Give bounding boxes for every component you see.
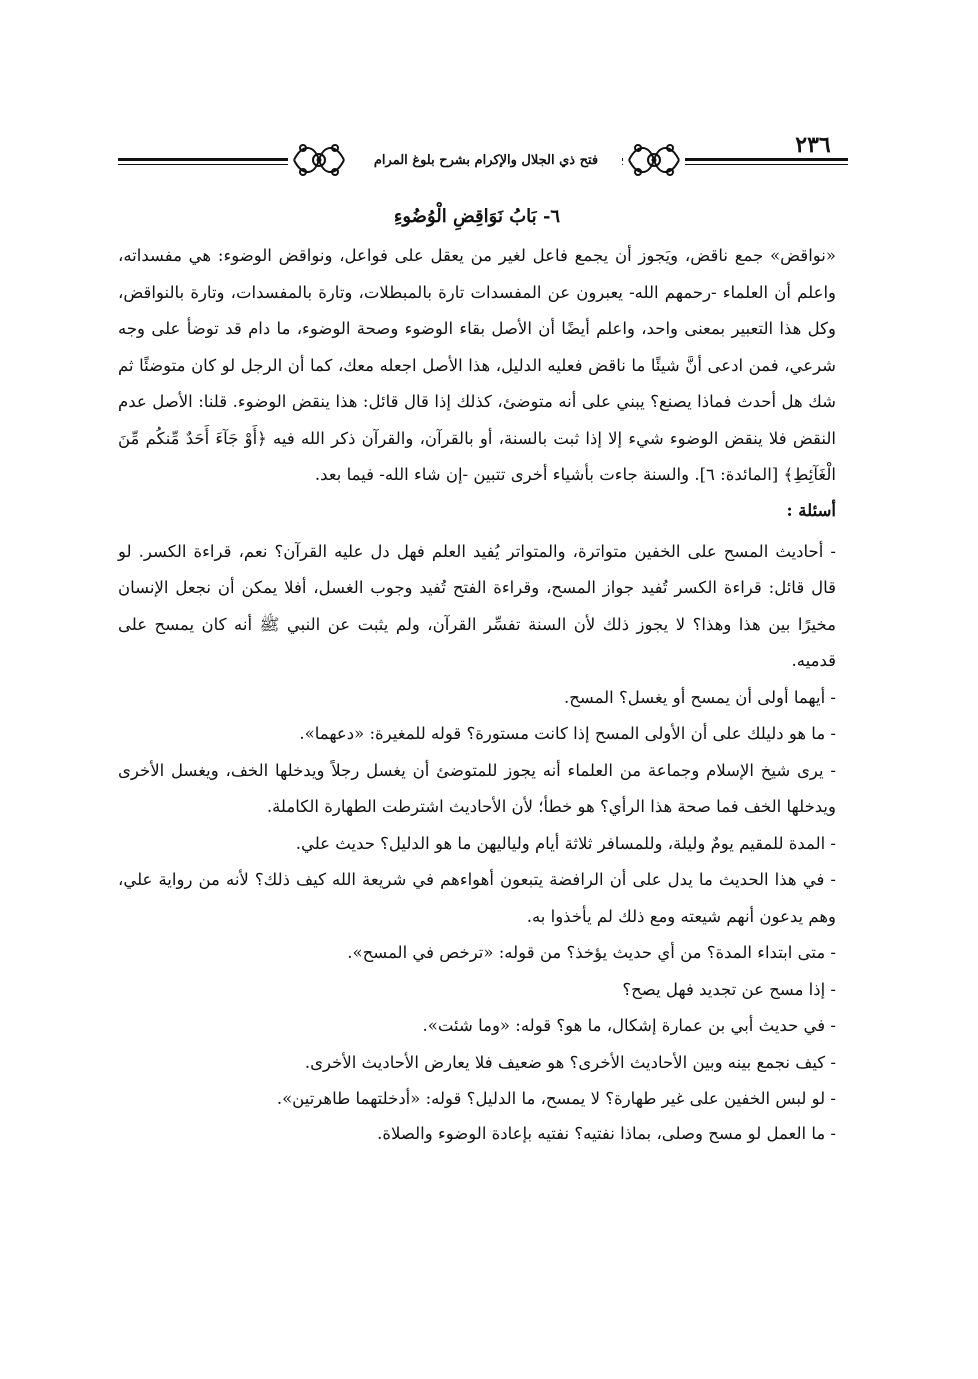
questions-list xyxy=(118,534,836,1153)
page-header xyxy=(118,130,848,190)
question-item: - يرى شيخ الإسلام وجماعة من العلماء أنه يجوز للمتوضئ أن يغسل رجلاً ويدخلها الخف، ويغسل الأخرى ويدخلها الخف فما صحة هذا الرأي؟ هو خطأ؛ لأن الأحاديث اشترطت الطهارة الكاملة. xyxy=(118,760,836,816)
question-item: - ما هو دليلك على أن الأولى المسح إذا كانت مستورة؟ قوله للمغيرة: «دعهما». xyxy=(299,724,836,743)
page-content xyxy=(118,200,836,1152)
ornament-right-icon xyxy=(623,136,685,184)
question-item: - إذا مسح عن تجديد فهل يصح؟ xyxy=(622,979,836,999)
questions-heading: أسئلة : xyxy=(786,500,836,520)
intro-paragraph: «نواقض» جمع ناقض، ويَجوز أن يجمع فاعل لغير من يعقل على فواعل، ونواقض الوضوء: هي مفسداته، واعلم أن العلماء -رحمهم الله- يعبرون عن المفسدات تارة بالمبطلات، وتارة بالمفسدات، وتارة بالنواقض، وكل هذا التعبير بمعنى واحد، واعلم أيضًا أن الأصل بقاء الوضوء وصحة الوضوء، ما دام قد توضأ على وجه شرعي، فمن ادعى أنَّ شيئًا ما ناقض فعليه الدليل، هذا الأصل اجعله معك، كما أن الرجل لو كان متوضئًا ثم شك هل أحدث فماذا يصنع؟ يبني على أنه متوضئ، كذلك إذا قال قائل: هذا ينقض الوضوء. قلنا: الأصل عدم النقض فلا ينقض الوضوء شيء إلا إذا ثبت بالسنة، أو بالقرآن، والقرآن ذكر الله فيه ﴿أَوْ جَآءَ أَحَدٌ مِّنكُم مِّنَ الْغَآئِطِ﴾ [المائدة: ٦]. والسنة جاءت بأشياء أخرى تتبين -إن شاء الله- فيما بعد. xyxy=(118,246,836,484)
question-item: - في هذا الحديث ما يدل على أن الرافضة يتبعون أهواءهم في شريعة الله كيف ذلك؟ لأنه من رواية علي، وهم يدعون أنهم شيعته ومع ذلك لم يأخذوا به. xyxy=(118,870,836,926)
ornament-left-icon xyxy=(288,136,350,184)
chapter-title: ٦- بَابُ نَوَاقِضِ الْوُضُوءِ xyxy=(393,206,561,227)
question-item: - المدة للمقيم يومٌ وليلة، وللمسافر ثلاثة أيام ولياليهن ما هو الدليل؟ حديث علي. xyxy=(295,833,836,853)
question-item: - كيف نجمع بينه وبين الأحاديث الأخرى؟ هو ضعيف فلا يعارض الأحاديث الأخرى. xyxy=(304,1052,836,1072)
book-title: فتح ذي الجلال والإكرام بشرح بلوغ المرام xyxy=(350,148,622,174)
question-item: - أيهما أولى أن يمسح أو يغسل؟ المسح. xyxy=(563,687,836,707)
question-item: - متى ابتداء المدة؟ من أي حديث يؤخذ؟ من قوله: «ترخص في المسح». xyxy=(347,943,836,962)
question-item: - في حديث أبي بن عمارة إشكال، ما هو؟ قوله: «وما شئت». xyxy=(422,1016,836,1035)
page-number: ٢٣٦ xyxy=(778,132,848,158)
question-item: - لو لبس الخفين على غير طهارة؟ لا يمسح، ما الدليل؟ قوله: «أدخلتهما طاهرتين». xyxy=(276,1089,836,1108)
question-item: - أحاديث المسح على الخفين متواترة، والمتواتر يُفيد العلم فهل دل عليه القرآن؟ نعم، قراءة الكسر. لو قال قائل: قراءة الكسر تُفيد جواز المسح، وقراءة الفتح تُفيد وجوب الغسل، أفلا يمكن أن نجعل الإنسان مخيرًا بين هذا وهذا؟ لا يجوز ذلك لأن السنة تفسِّر القرآن، ولم يثبت عن النبي ﷺ أنه كان يمسح على قدميه. xyxy=(118,541,836,670)
question-item: - ما العمل لو مسح وصلى، بماذا نفتيه؟ نفتيه بإعادة الوضوء والصلاة. xyxy=(377,1123,836,1143)
